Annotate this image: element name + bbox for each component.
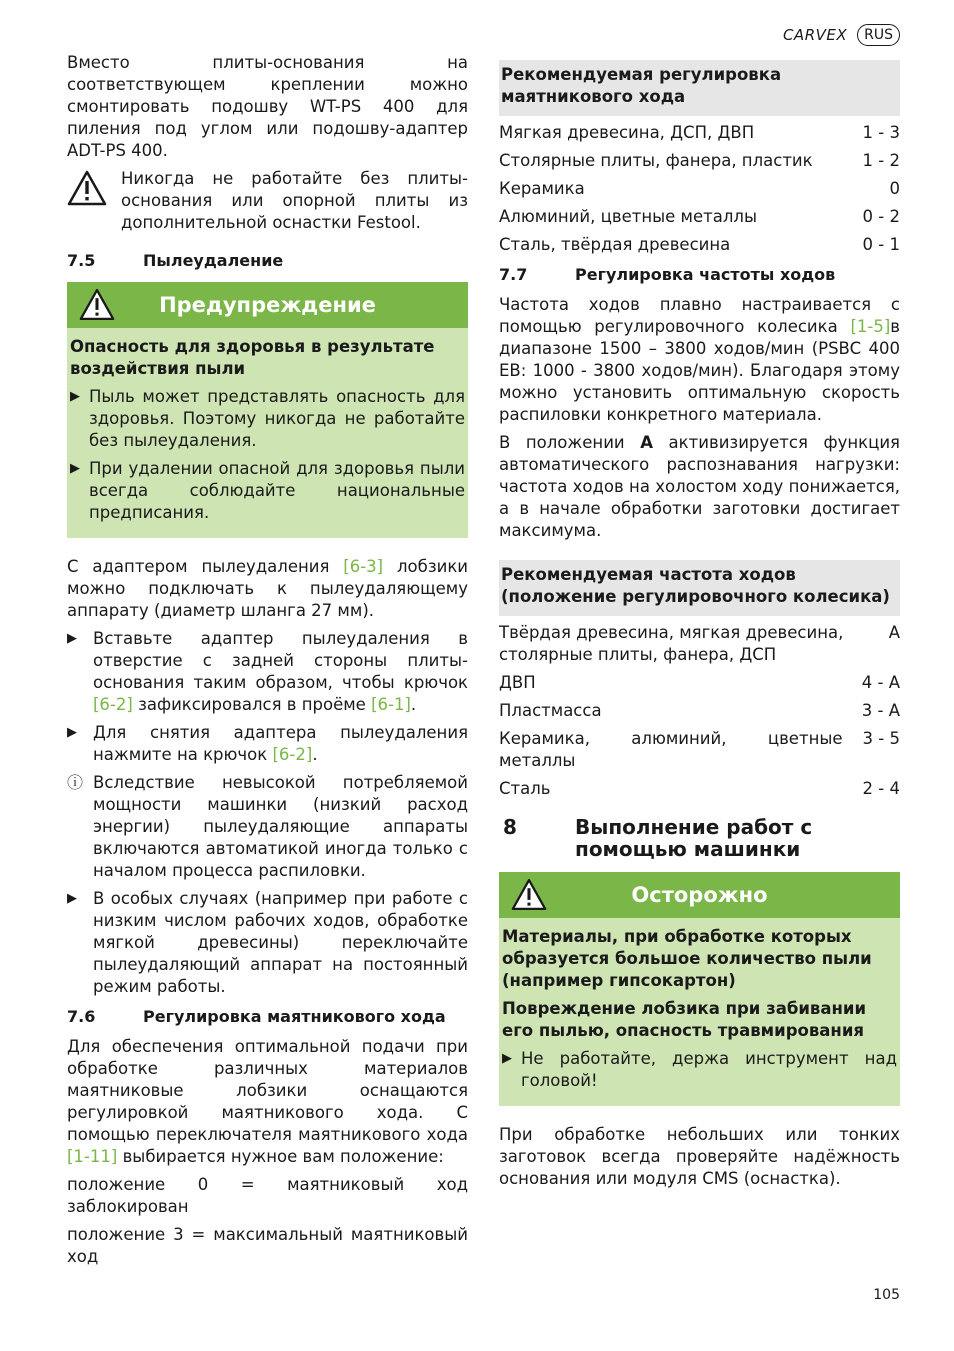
material-cell: ДВП [499,673,536,692]
caution-box-header [499,872,900,918]
warning-title: Предупреждение [159,293,376,317]
adapter-paragraph [67,556,468,622]
chapter-title: Выполнение работ с помощью машинки [575,815,813,861]
text-span: в диапазоне 1500 – 3800 ходов/мин (PSBC 400 EB: 1000 - 3800 ходов/мин). Благодаря этому можно установить оптимальную скорость распиловки конкретного материала. [499,317,900,424]
frequency-table-header: Рекомендуемая частота ходов (положение регулировочного колесика) [499,560,900,616]
pendulum-paragraph [67,1036,468,1168]
value-cell: 0 - 1 [862,235,900,254]
material-cell: Алюминий, цветные металлы [499,207,757,226]
right-column [499,60,900,1196]
warning-box [67,282,468,538]
value-cell: A [888,623,900,642]
bullet-arrow-icon: ▶ [67,725,77,740]
bold-letter: А [640,433,653,452]
left-column [67,52,468,1274]
table-row [499,122,900,144]
bullet-arrow-icon: ▶ [67,631,77,646]
bullet-arrow-icon: ▶ [70,389,80,404]
text-span: зафиксировался в проёме [132,695,372,714]
material-cell: Мягкая древесина, ДСП, ДВП [499,123,755,142]
warning-item-text: Пыль может представлять опасность для здоровья. Поэтому никогда не работайте без пылеудаления. [89,387,465,450]
caution-damage-text: Повреждение лобзика при забивании его пылью, опасность травмирования [502,999,867,1040]
value-cell: 1 - 2 [862,151,900,170]
material-cell: Твёрдая древесина, мягкая древесина, столярные плиты, фанера, ДСП [499,623,844,664]
step-text [93,628,468,716]
position-3-text: положение 3 = максимальный маятниковый ход [67,1225,468,1266]
text-span: . [312,745,318,764]
section-title: Регулировка маятникового хода [143,1007,446,1026]
material-cell: Керамика [499,179,585,198]
warning-triangle-icon [511,878,547,917]
warning-triangle-icon [67,168,111,240]
value-cell: 1 - 3 [862,123,900,142]
warning-danger-text: Опасность для здоровья в результате воздействия пыли [70,337,435,378]
material-cell: Столярные плиты, фанера, пластик [499,151,813,170]
caution-material-text: Материалы, при обработке которых образуется большое количество пыли (например гипсокартон) [502,927,872,990]
position-a-paragraph [499,432,900,542]
info-note [67,772,468,882]
figure-reference: [6-1] [371,695,411,714]
caution-text: Никогда не работайте без плиты-основания или опорной плиты из дополнительной оснастки Festool. [121,169,468,232]
table-row [499,234,900,256]
warning-item-text: При удалении опасной для здоровья пыли всегда соблюдайте национальные предписания. [89,459,465,522]
caution-title: Осторожно [631,883,768,907]
material-cell: Керамика, алюминий, цветные металлы [499,729,843,770]
material-cell: Сталь [499,779,551,798]
table-row [499,206,900,228]
warning-triangle-icon [79,288,115,327]
section-title: Пылеудаление [143,251,284,270]
figure-reference: [6-3] [343,557,384,576]
figure-reference: [1-11] [67,1147,118,1166]
text-span: Вставьте адаптер пылеудаления в отверстие с задней стороны плиты-основания таким образом, чтобы крючок [93,629,468,692]
pendulum-table-header: Рекомендуемая регулировка маятникового хода [499,60,900,116]
caution-box [499,872,900,1106]
table-row [499,622,900,666]
table-row [499,178,900,200]
warning-item [70,386,465,452]
table-row [499,672,900,694]
text-span: активизируется функция автоматического распознавания нагрузки: частота ходов на холостом ходу понижается, а в начале обработки заготовки достигает максимума. [499,433,900,540]
text-span: лобзики можно подключать к пылеудаляющему аппарату (диаметр шланга 27 мм). [67,557,469,620]
instruction-step [67,888,468,998]
value-cell: 3 - A [861,701,900,720]
text-span: Для снятия адаптера пылеудаления нажмите на крючок [93,723,468,764]
chapter-number: 8 [503,815,517,839]
info-text: Вследствие невысокой потребляемой мощности машинки (низкий расход энергии) пылеудаляющие аппараты включаются автоматикой иногда только с началом процесса распиловки. [93,773,468,880]
text-span: С адаптером пылеудаления [67,557,344,576]
value-cell: 0 - 2 [862,207,900,226]
section-7-7-heading [499,264,900,286]
table-row [499,778,900,800]
step-text [93,722,468,766]
section-7-5-heading [67,250,468,272]
small-workpiece-paragraph: При обработке небольших или тонких заготовок всегда проверяйте надёжность основания или модуля CMS (оснастка). [499,1125,900,1188]
section-title: Регулировка частоты ходов [575,265,836,284]
section-7-6-heading [67,1006,468,1028]
warning-box-body [67,328,468,538]
value-cell: 3 - 5 [862,729,900,748]
table-row [499,700,900,722]
caution-item [502,1048,897,1092]
caution-note [67,168,468,240]
bullet-arrow-icon: ▶ [67,891,77,906]
text-span: выбирается нужное вам положение: [117,1147,444,1166]
value-cell: 4 - A [861,673,900,692]
instruction-step [67,628,468,716]
intro-paragraph: Вместо плиты-основания на соответствующем креплении можно смонтировать подошву WT-PS 400 для пиления под углом или подошву-адаптер ADT-PS 400. [67,53,468,160]
text-span: . [410,695,417,714]
caution-box-body [499,918,900,1106]
text-span: Частота ходов плавно настраивается с помощью регулировочного колесика [499,295,900,336]
chapter-8-heading [499,816,900,860]
language-badge: RUS [857,24,900,46]
figure-reference: [6-2] [272,745,313,764]
brand-name: CARVEX [782,26,848,44]
bullet-arrow-icon: ▶ [502,1051,512,1066]
section-number: 7.7 [499,265,528,284]
pendulum-table [499,122,900,256]
section-number: 7.6 [67,1007,96,1026]
position-0-text: положение 0 = маятниковый ход заблокирован [67,1175,468,1216]
caution-item-text: Не работайте, держа инструмент над головой! [521,1049,897,1090]
figure-reference: [1-5] [850,317,891,336]
frequency-paragraph [499,294,900,426]
material-cell: Сталь, твёрдая древесина [499,235,731,254]
material-cell: Пластмасса [499,701,602,720]
text-span: В положении [499,433,641,452]
figure-reference: [6-2] [93,695,133,714]
text-span: Для обеспечения оптимальной подачи при обработке различных материалов маятниковые лобзики оснащаются регулировкой маятникового хода. С помощью переключателя маятникового хода [67,1037,468,1144]
value-cell: 2 - 4 [862,779,900,798]
bullet-arrow-icon: ▶ [70,461,80,476]
frequency-table [499,622,900,800]
step-text: В особых случаях (например при работе с низким числом рабочих ходов, обработке мягкой древесины) переключайте пылеудаляющий аппарат на постоянный режим работы. [93,889,468,996]
warning-item [70,458,465,524]
value-cell: 0 [889,179,900,198]
info-icon: ⓘ [67,773,84,792]
instruction-step [67,722,468,766]
table-row [499,150,900,172]
table-row [499,728,900,772]
page-header [783,24,900,46]
page-number: 105 [873,1287,900,1303]
warning-box-header [67,282,468,328]
section-number: 7.5 [67,251,96,270]
